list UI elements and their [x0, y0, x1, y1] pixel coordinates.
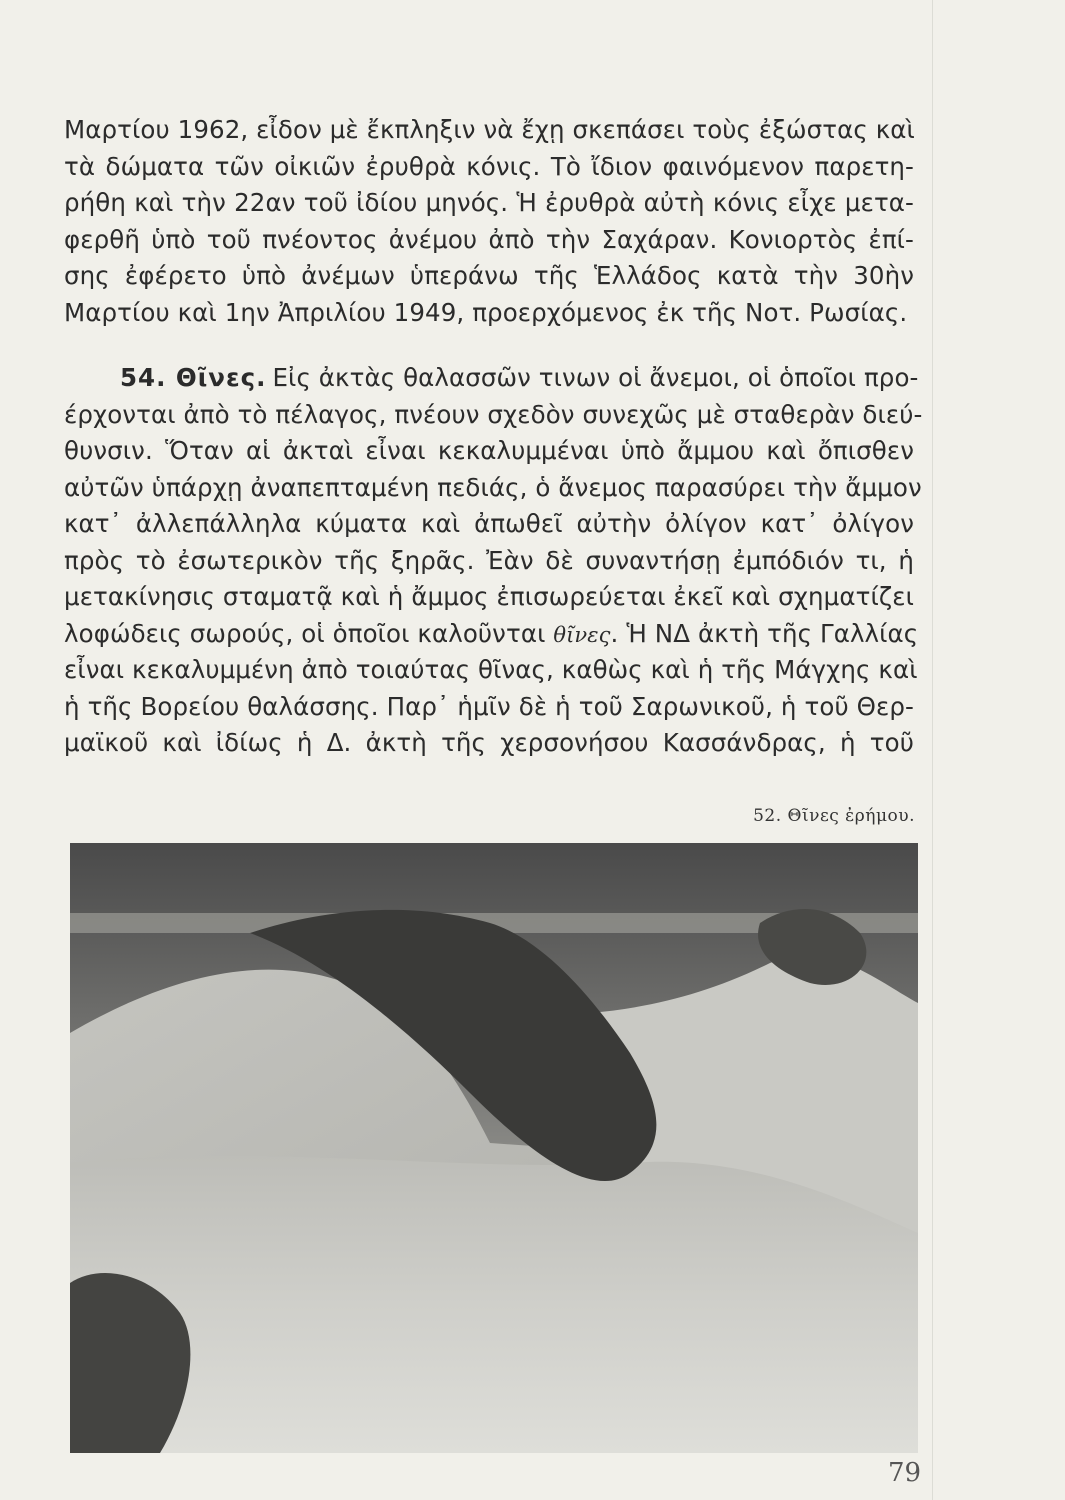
text-fragment: Εἰς ἀκτὰς θαλασσῶν τινων οἱ ἄνεμοι, οἱ ὁποῖοι προ- — [272, 363, 919, 392]
text-line: μετακίνησις σταματᾷ καὶ ἡ ἄμμος ἐπισωρεύεται ἐκεῖ καὶ σχηματίζει — [64, 582, 914, 611]
text-line: κατ᾽ ἀλλεπάλληλα κύματα καὶ ἀπωθεῖ αὐτὴν ὀλίγον κατ᾽ ὀλίγον — [64, 509, 914, 538]
sand-dunes-photo — [70, 843, 918, 1453]
text-fragment: λοφώδεις σωρούς, οἱ ὁποῖοι καλοῦνται — [64, 618, 546, 648]
page-edge-line — [932, 0, 933, 1500]
text-line: αὐτῶν ὑπάρχῃ ἀναπεπταμένη πεδιάς, ὁ ἄνεμος παρασύρει τὴν ἄμμον — [64, 472, 922, 502]
photo-sand-foreground — [70, 1156, 918, 1453]
text-line — [64, 360, 919, 397]
text-line: Μαρτίου καὶ 1ην Ἀπριλίου 1949, προερχόμενος ἐκ τῆς Νοτ. Ρωσίας. — [64, 297, 908, 327]
section-heading: 54. Θῖνες. — [120, 363, 267, 392]
text-line: ρήθη καὶ τὴν 22αν τοῦ ἰδίου μηνός. Ἡ ἐρυθρὰ αὐτὴ κόνις εἶχε μετα- — [64, 188, 914, 217]
text-line: ἡ τῆς Βορείου θαλάσσης. Παρ᾽ ἡμῖν δὲ ἡ τοῦ Σαρωνικοῦ, ἡ τοῦ Θερ- — [64, 691, 914, 721]
text-line: έρχονται ἀπὸ τὸ πέλαγος, πνέουν σχεδὸν συνεχῶς μὲ σταθερὰν διεύ- — [64, 399, 923, 429]
figure-caption: 52. Θῖνες ἐρήμου. — [753, 806, 915, 826]
text-line: μαϊκοῦ καὶ ἰδίως ἡ Δ. ἀκτὴ τῆς χερσονήσου Κασσάνδρας, ἡ τοῦ — [64, 728, 914, 757]
text-line: τὰ δώματα τῶν οἰκιῶν ἐρυθρὰ κόνις. Τὸ ἴδιον φαινόμενον παρετη- — [64, 151, 914, 181]
italic-term: θῖνες — [553, 622, 611, 647]
section-54-paragraph — [64, 360, 923, 762]
text-line: φερθῆ ὑπὸ τοῦ πνέοντος ἀνέμου ἀπὸ τὴν Σαχάραν. Κονιορτὸς ἐπί- — [64, 224, 914, 254]
text-line: πρὸς τὸ ἐσωτερικὸν τῆς ξηρᾶς. Ἐὰν δὲ συναντήσῃ ἐμπόδιόν τι, ἡ — [64, 545, 914, 575]
paragraph-continued — [64, 112, 914, 331]
page-number: 79 — [888, 1458, 922, 1488]
text-line: εἶναι κεκαλυμμένη ἀπὸ τοιαύτας θῖνας, καθὼς καὶ ἡ τῆς Μάγχης καὶ — [64, 655, 918, 684]
text-fragment: . Ἡ ΝΔ ἀκτὴ τῆς Γαλλίας — [610, 618, 919, 648]
text-line: Μαρτίου 1962, εἶδον μὲ ἔκπληξιν νὰ ἔχῃ σκεπάσει τοὺς ἐξώστας καὶ — [64, 115, 915, 144]
text-line: σης ἐφέρετο ὑπὸ ἀνέμων ὑπεράνω τῆς Ἑλλάδος κατὰ τὴν 30ὴν — [64, 261, 914, 290]
text-line — [64, 616, 919, 653]
text-line: θυνσιν. Ὅταν αἱ ἀκταὶ εἶναι κεκαλυμμέναι ὑπὸ ἄμμου καὶ ὄπισθεν — [64, 436, 914, 465]
